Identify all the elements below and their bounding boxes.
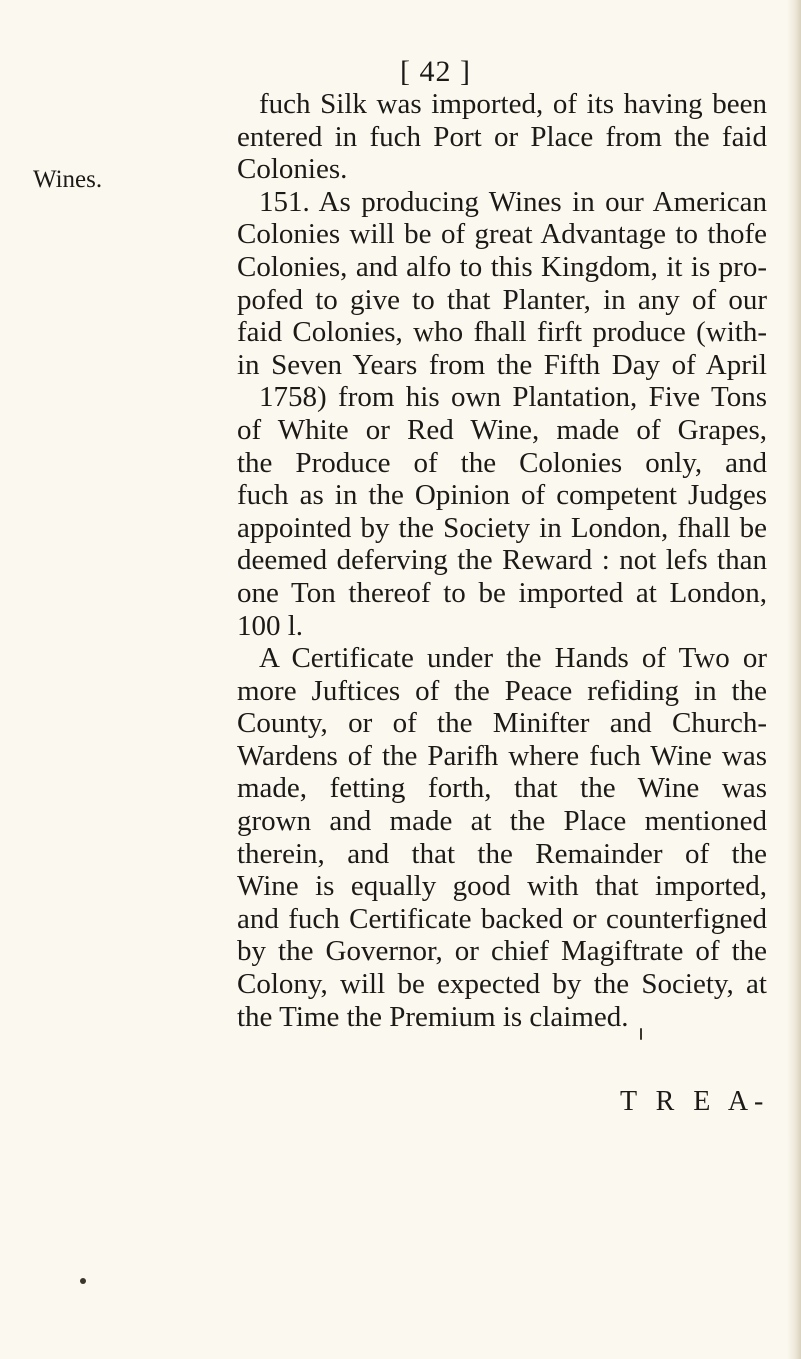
text-line: fuch as in the Opinion of competent Judges bbox=[237, 479, 767, 512]
text-line: Colonies, and alfo to this Kingdom, it is pro- bbox=[237, 250, 767, 283]
text-line: pofed to give to that Planter, in any of our bbox=[237, 283, 767, 316]
text-line: Colony, will be expected by the Society, at bbox=[237, 968, 767, 1001]
ink-speck bbox=[640, 1028, 642, 1040]
page-edge bbox=[787, 0, 801, 1359]
text-line: one Ton thereof to be imported at London, bbox=[237, 576, 767, 609]
text-line: 151. As producing Wines in our American bbox=[259, 185, 767, 218]
text-line: faid Colonies, who fhall firft produce (with- bbox=[237, 316, 767, 349]
margin-note: Wines. bbox=[33, 166, 103, 193]
text-line: entered in fuch Port or Place from the faid bbox=[237, 120, 767, 153]
text-line: more Juftices of the Peace refiding in the bbox=[237, 674, 767, 707]
catchword: T R E A- bbox=[620, 1086, 770, 1117]
body-text bbox=[237, 88, 767, 1033]
text-line: of White or Red Wine, made of Grapes, bbox=[237, 413, 767, 446]
text-line: Wardens of the Parifh where fuch Wine was bbox=[237, 739, 767, 772]
page-number-header: [ 42 ] bbox=[400, 55, 471, 88]
text-line: Colonies. bbox=[237, 153, 348, 186]
text-line: Wine is equally good with that imported, bbox=[237, 870, 767, 903]
text-line: therein, and that the Remainder of the bbox=[237, 837, 767, 870]
ink-speck bbox=[80, 1278, 86, 1284]
text-line: fuch Silk was imported, of its having been bbox=[259, 88, 767, 120]
text-line: County, or of the Minifter and Church- bbox=[237, 707, 767, 740]
text-line: grown and made at the Place mentioned bbox=[237, 805, 767, 838]
text-line: the Time the Premium is claimed. bbox=[237, 1000, 629, 1033]
text-line: 1758) from his own Plantation, Five Tons bbox=[259, 381, 767, 414]
text-line: by the Governor, or chief Magiftrate of the bbox=[237, 935, 767, 968]
text-line: A Certificate under the Hands of Two or bbox=[259, 642, 767, 675]
text-line: made, fetting forth, that the Wine was bbox=[237, 772, 767, 805]
text-line: in Seven Years from the Fifth Day of April bbox=[237, 348, 767, 381]
text-line: the Produce of the Colonies only, and bbox=[237, 446, 767, 479]
text-line: and fuch Certificate backed or counterfigned bbox=[237, 902, 767, 935]
text-line: 100 l. bbox=[237, 609, 304, 642]
text-line: deemed deferving the Reward : not lefs than bbox=[237, 544, 767, 577]
text-line: Colonies will be of great Advantage to thofe bbox=[237, 218, 767, 251]
text-line: appointed by the Society in London, fhall be bbox=[237, 511, 767, 544]
